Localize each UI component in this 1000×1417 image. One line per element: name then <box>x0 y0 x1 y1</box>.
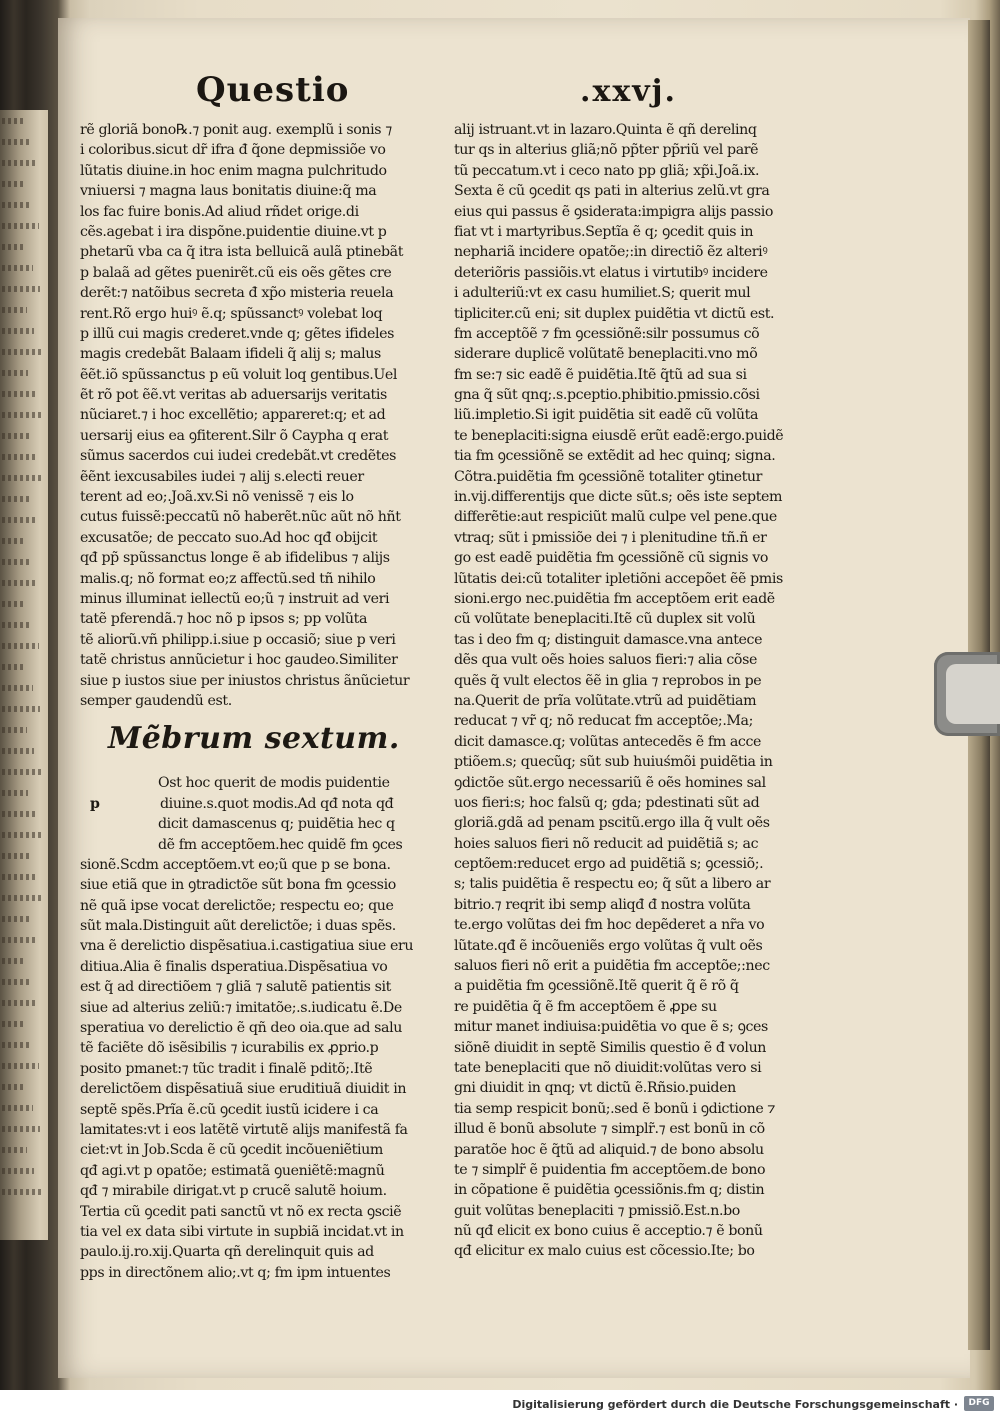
ghost-text-line <box>2 1168 34 1174</box>
text-line: uos fieri:s; hoc falsũ q; gda; pdestinati sũt ad <box>454 794 760 811</box>
ghost-text-line <box>2 832 42 838</box>
text-line: in cõpatione ẽ puidẽtia ꝯcessiõnis.fm q; distin <box>454 1182 765 1199</box>
ghost-text-line <box>2 643 39 649</box>
text-line: est q̃ ad directiõem ⁊ gliã ⁊ salutẽ patientis sit <box>80 979 391 996</box>
ghost-text-line <box>2 1063 39 1069</box>
text-line: siue etiã que in ꝯtradictõe sũt bona fm ꝯcessio <box>80 877 396 894</box>
text-line: semper gaudendũ est. <box>80 692 232 709</box>
dfg-logo: DFG <box>964 1396 994 1411</box>
text-line: tur qs in alterius gliã;nõ pp̃ter pp̃riũ vel parẽ <box>454 142 759 159</box>
text-line: qđ pp̃ spũssanctus longe ẽ ab ifidelibus ⁊ alijs <box>80 550 390 567</box>
text-line: ptiõem.s; quecũq; sũt sub huiuśmõi puidẽtia in <box>454 754 773 771</box>
ghost-text-line <box>2 748 34 754</box>
text-line: Cõtra.puidẽtia fm ꝯcessiõnẽ totaliter ꝯtinetur <box>454 468 763 485</box>
text-line: Tertia cũ ꝯcedit pati sanctũ vt nõ ex recta ꝯsciẽ <box>80 1203 402 1220</box>
text-line: gloriã.gdã ad penam pscitũ.ergo illa q̃ vult oẽs <box>454 815 770 832</box>
previous-page-edge <box>0 110 48 1240</box>
text-line: bitrio.⁊ reqrit ibi semp aliqđ đ nostra volũta <box>454 896 751 913</box>
ghost-text-line <box>2 454 36 460</box>
running-head-number: .xxvj. <box>580 74 677 109</box>
text-line: vniuersi ⁊ magna laus bonitatis diuine:q̃ ma <box>80 183 377 200</box>
text-line: quẽs q̃ vult electos ẽẽ in glia ⁊ reprobos in pe <box>454 672 762 689</box>
left-column-body <box>80 120 432 711</box>
text-line: excusatõe; de peccato suo.Ad hoc qđ obijcit <box>80 529 378 546</box>
text-line: rent.Rõ ergo huiꝰ ẽ.q; spũssanctꝰ volebat loq <box>80 305 383 322</box>
text-line: malis.q; nõ format eo;z affectũ.sed tñ nihilo <box>80 570 376 587</box>
text-line: dicit damascenus q; puidẽtia hec q <box>158 816 395 833</box>
text-line: cẽs.agebat i ira dispõne.puidentie diuine.vt p <box>80 223 387 240</box>
text-line: tatẽ christus annũcietur i hoc gaudeo.Similiter <box>80 652 398 669</box>
text-line: Ost hoc querit de modis puidentie <box>158 775 390 792</box>
text-line: s; talis puidẽtia ẽ respectu eo; q̃ sũt a libero ar <box>454 876 771 893</box>
ghost-text-line <box>2 664 26 670</box>
text-line: guit volũtas beneplaciti ⁊ pmissiõ.Est.n.bo <box>454 1202 740 1219</box>
text-line: dẽs qua vult oẽs hoies saluos fieri:⁊ alia cõse <box>454 652 757 669</box>
text-line: derelictõem dispẽsatiuã siue eruditiuã diuidit in <box>80 1081 407 1098</box>
text-line: tia vel ex data sibi virtute in supbiã incidat.vt in <box>80 1223 404 1240</box>
ghost-text-line <box>2 937 37 943</box>
text-line: Sexta ẽ cũ ꝯcedit qs pati in alterius zelũ.vt gra <box>454 183 770 200</box>
ghost-text-line <box>2 559 31 565</box>
text-line: ciet:vt in Job.Scda ẽ cũ ꝯcedit incõueniẽtium <box>80 1142 383 1159</box>
text-line: differẽtie:aut respiciũt malũ culpe vel pene.que <box>454 509 777 526</box>
text-line: i adulteriũ:vt ex casu humiliet.S; querit mul <box>454 285 751 302</box>
text-line: te beneplaciti:signa eiusdẽ erũt eadẽ:ergo.puidẽ <box>454 427 784 444</box>
text-line: go est eadẽ puidẽtia fm ꝯcessiõnẽ cũ signis vo <box>454 550 768 567</box>
text-line: lũtatis dei:cũ totaliter ipletiõni accepõet ẽẽ pmis <box>454 570 783 587</box>
text-line: siue ad alterius zeliũ:⁊ imitatõe;.s.iudicatu ẽ.De <box>80 999 402 1016</box>
ghost-text-line <box>2 1042 32 1048</box>
ghost-text-line <box>2 307 27 313</box>
text-line: na.Querit de prĩa volũtate.vtrũ ad puidẽtiam <box>454 692 757 709</box>
text-line-content: diuine.s.quot modis.Ad qđ nota qđ <box>160 795 394 812</box>
text-line: siõnẽ diuidit in septẽ Similis questio ẽ đ volun <box>454 1039 767 1056</box>
text-line: lamitates:vt i eos latẽtẽ virtutẽ alijs manifestã fa <box>80 1121 408 1138</box>
text-line: sioni.ergo nec.puidẽtia fm acceptõem erit eadẽ <box>454 590 775 607</box>
text-line: illud ẽ bonũ absolute ⁊ simplr̃.⁊ est bonũ in cõ <box>454 1121 765 1138</box>
text-line: te ⁊ simplr̃ ẽ puidentia fm acceptõem.de bono <box>454 1161 766 1178</box>
text-line: reducat ⁊ vr̃ q; nõ reducat fm acceptõe;.Ma; <box>454 713 753 730</box>
text-line: qđ agi.vt p opatõe; estimatã ꝯueniẽtẽ:magnũ <box>80 1162 385 1179</box>
text-line: ẽẽnt iexcusabiles iudei ⁊ alij s.electi reuer <box>80 468 364 485</box>
text-line: sionẽ.Scdm acceptõem.vt eo;ũ que p se bona. <box>80 856 391 873</box>
text-line: ꝯdictõe sũt.ergo necessariũ ẽ oẽs homines sal <box>454 774 766 791</box>
ghost-text-line <box>2 517 37 523</box>
book-clip-pad <box>946 664 1000 724</box>
right-text-column <box>454 120 806 1262</box>
text-line: saluos fieri nõ erit a puidẽtia fm acceptõe;:nec <box>454 958 770 975</box>
ghost-text-line <box>2 1000 38 1006</box>
text-line: liũ.impletio.Si igit puidẽtia sit eadẽ cũ volũta <box>454 407 759 424</box>
text-line: minus illuminat iellectũ eo;ũ ⁊ instruit ad veri <box>80 590 390 607</box>
ghost-text-line <box>2 979 31 985</box>
text-line: in.vij.differentijs que dicte sũt.s; oẽs iste septem <box>454 489 783 506</box>
text-line: terent ad eo;.Joã.xv.Si nõ venissẽ ⁊ eis lo <box>80 489 354 506</box>
text-line: tũ peccatum.vt i ceco nato pp gliã; xp̃i.Joã.ix. <box>454 162 760 179</box>
ghost-text-line <box>2 244 26 250</box>
text-line: lũtatis diuine.in hoc enim magna pulchritudo <box>80 162 387 179</box>
text-line: nephariã incidere opatõe;:in directiõ ẽz alteriꝰ <box>454 244 768 261</box>
ghost-text-line <box>2 202 32 208</box>
text-line: fm se:⁊ sic eadẽ ẽ puidẽtia.Itẽ q̃tũ ad sua si <box>454 366 747 383</box>
text-line: phetarũ vba ca q̃ itra ista belluicã aulã ptinebãt <box>80 244 403 261</box>
text-line: qđ elicitur ex malo cuius est cõcessio.Ite; bo <box>454 1243 755 1260</box>
ghost-text-line <box>2 685 33 691</box>
ghost-text-line <box>2 895 43 901</box>
text-line: sũt mala.Distinguit aũt derelictõe; i duas spẽs. <box>80 918 396 935</box>
ghost-text-line <box>2 160 38 166</box>
text-line: a puidẽtia fm ꝯcessiõnẽ.Itẽ querit q̃ ẽ rõ q̃ <box>454 978 739 995</box>
ghost-text-line <box>2 118 24 124</box>
text-line: fiat vt i martyribus.Septĩa ẽ q; ꝯcedit quis in <box>454 223 754 240</box>
text-line: septẽ spẽs.Prĩa ẽ.cũ ꝯcedit iustũ icidere i ca <box>80 1101 379 1118</box>
ghost-text-line <box>2 958 24 964</box>
ghost-text-line <box>2 1189 41 1195</box>
ghost-text-line <box>2 433 29 439</box>
text-line: tẽ aliorũ.vñ philipp.i.siue p occasiõ; siue p veri <box>80 631 396 648</box>
text-line: gni diuidit in qnq; vt dictũ ẽ.Rñsio.puiden <box>454 1080 736 1097</box>
text-line: dicit damasce.q; volũtas antecedẽs ẽ fm acce <box>454 733 762 750</box>
initial-letter: p <box>90 795 100 812</box>
text-line: derẽt:⁊ natõibus secreta đ xp̃o misteria reuela <box>80 285 394 302</box>
ghost-text-line <box>2 1084 26 1090</box>
text-line: ceptõem:reducet ergo ad puidẽtiã s; ꝯcessiõ;. <box>454 856 764 873</box>
text-line: ditiua.Alia ẽ finalis dsperatiua.Dispẽsatiua vo <box>80 958 388 975</box>
text-line: tas i deo fm q; distinguit damasce.vna antece <box>454 631 763 648</box>
text-line: rẽ gloriã bono℞.⁊ ponit aug. exemplũ i sonis ⁊ <box>80 122 392 138</box>
text-line: vna ẽ derelictio dispẽsatiua.i.castigatiua siue eru <box>80 938 414 955</box>
ghost-text-line <box>2 1105 33 1111</box>
text-line: tate beneplaciti que nõ diuidit:volũtas vero si <box>454 1059 762 1076</box>
ghost-text-line <box>2 580 38 586</box>
text-line: hoies saluos fieri nõ reducit ad puidẽtiã s; ac <box>454 835 759 852</box>
text-line: gna q̃ sũt qnq;.s.pceptio.phibitio.pmissio.cõsi <box>454 387 760 404</box>
text-line: p illũ cui magis crederet.vnde q; gẽtes ifideles <box>80 325 394 342</box>
text-line: los fac fuire bonis.Ad aliud rñdet orige.di <box>80 203 359 220</box>
ghost-text-line <box>2 790 28 796</box>
text-line: qđ ⁊ mirabile dirigat.vt p crucẽ salutẽ hoium. <box>80 1183 387 1200</box>
text-line: fm acceptõẽ ⁊ fm ꝯcessiõnẽ:silr possumus cõ <box>454 325 760 342</box>
text-line: ẽẽt.iõ spũssanctus p eũ voluit loq gentibus.Uel <box>80 366 398 383</box>
ghost-text-line <box>2 496 30 502</box>
text-line <box>80 794 432 814</box>
left-column-section-body <box>80 773 432 1283</box>
text-line: lũtate.qđ ẽ incõueniẽs ergo volũtas q̃ vult oẽs <box>454 937 763 954</box>
text-line: sũmus sacerdos cui iudei credebãt.vt credẽtes <box>80 448 396 465</box>
running-head-word: Questio <box>196 70 350 110</box>
ghost-text-line <box>2 181 25 187</box>
text-line: magis credebãt Balaam ifideli q̃ alij s; malus <box>80 346 381 363</box>
text-line: siderare duplicẽ volũtatẽ beneplaciti.vno mõ <box>454 346 758 363</box>
digitization-credit: Digitalisierung gefördert durch die Deutsche Forschungsgemeinschaft · <box>512 1398 958 1411</box>
ghost-text-line <box>2 265 33 271</box>
ghost-text-line <box>2 391 35 397</box>
text-line: vtraq; sũt i pmissiõe dei ⁊ i plenitudine tñ.ñ er <box>454 529 767 546</box>
ghost-text-line <box>2 538 24 544</box>
ghost-text-line <box>2 874 36 880</box>
text-line: cũ volũtate beneplaciti.Itẽ cũ duplex sit volũ <box>454 611 756 628</box>
ghost-text-line <box>2 1021 25 1027</box>
ghost-text-line <box>2 475 43 481</box>
ghost-text-line <box>2 622 32 628</box>
section-heading-row <box>80 717 432 773</box>
text-line: alij istruant.vt in lazaro.Quinta ẽ qñ derelinq <box>454 122 757 138</box>
text-line: nẽ quã ipse vocat derelictõe; respectu eo; que <box>80 897 394 914</box>
text-line: siue p iustos siue per iniustos christus ãnũcietur <box>80 672 410 689</box>
text-line: speratiua vo derelictio ẽ qñ deo oia.que ad salu <box>80 1020 402 1037</box>
text-line: nũ qđ elicit ex bono cuius ẽ acceptio.⁊ ẽ bonũ <box>454 1223 763 1240</box>
text-line: tatẽ pferendã.⁊ hoc nõ p ipsos s; pp volũta <box>80 611 368 628</box>
text-line: pps in directõnem alio;.vt q; fm ipm intuentes <box>80 1264 391 1281</box>
ghost-text-line <box>2 412 42 418</box>
text-line: tia semp respicit bonũ;.sed ẽ bonũ i ꝯdictione ⁊ <box>454 1100 776 1117</box>
text-line: posito pmanet:⁊ tũc tradit i finalẽ pditõ;.Itẽ <box>80 1060 373 1077</box>
ghost-text-line <box>2 328 34 334</box>
text-line: p balaã ad gẽtes puenirẽt.cũ eis oẽs gẽtes cre <box>80 264 392 281</box>
ghost-text-line <box>2 349 41 355</box>
text-line: tipliciter.cũ eni; sit duplex puidẽtia vt dictũ est. <box>454 305 775 322</box>
ghost-text-line <box>2 727 27 733</box>
ghost-text-line <box>2 706 40 712</box>
text-line: re puidẽtia q̃ ẽ fm acceptõem ẽ ꝓpe su <box>454 998 717 1015</box>
ghost-text-line <box>2 286 40 292</box>
text-line: mitur manet indiuisa:puidẽtia vo que ẽ s; ꝯces <box>454 1019 768 1036</box>
text-line: cutus fuissẽ:peccatũ nõ haberẽt.nũc aũt nõ hñt <box>80 509 401 526</box>
section-heading: Mẽbrum sextum. <box>108 721 400 757</box>
text-line: nũciaret.⁊ i hoc excellẽtio; appareret:q; et ad <box>80 407 386 424</box>
ghost-text-line <box>2 223 39 229</box>
ghost-text-line <box>2 139 31 145</box>
ghost-text-line <box>2 370 28 376</box>
ghost-text-line <box>2 601 25 607</box>
text-line: paulo.ij.ro.xij.Quarta qñ derelinquit quis ad <box>80 1244 374 1261</box>
ghost-text-line <box>2 916 30 922</box>
text-line: te.ergo volũtas dei fm hoc depẽderet a nr̃a vo <box>454 917 765 934</box>
ghost-text-line <box>2 769 41 775</box>
text-line: dẽ fm acceptõem.hec quidẽ fm ꝯces <box>158 836 403 853</box>
left-text-column <box>80 120 432 1283</box>
text-line: deteriõris passiõis.vt elatus i virtutibꝰ incidere <box>454 264 768 281</box>
ghost-text-line <box>2 1126 40 1132</box>
ghost-text-line <box>2 811 35 817</box>
text-line: ẽt rõ pot ẽẽ.vt veritas ab aduersarijs veritatis <box>80 387 387 404</box>
ghost-text-line <box>2 853 29 859</box>
text-line: i coloribus.sicut dr̃ ifra đ q̃one depmissiõe vo <box>80 142 386 159</box>
ghost-text-line <box>2 1147 27 1153</box>
text-line: paratõe hoc ẽ q̃tũ ad aliquid.⁊ de bono absolu <box>454 1141 764 1158</box>
text-line: eius qui passus ẽ ꝯsiderata:impigra alijs passio <box>454 203 774 220</box>
text-line: tia fm ꝯcessiõnẽ se extẽdit ad hec quinq; signa. <box>454 448 776 465</box>
text-line: tẽ faciẽte dõ isẽsibilis ⁊ icurabilis ex ꝓprio.p <box>80 1040 379 1057</box>
text-line: uersarij eius ea ꝯfiterent.Silr õ Caypha q erat <box>80 427 389 444</box>
